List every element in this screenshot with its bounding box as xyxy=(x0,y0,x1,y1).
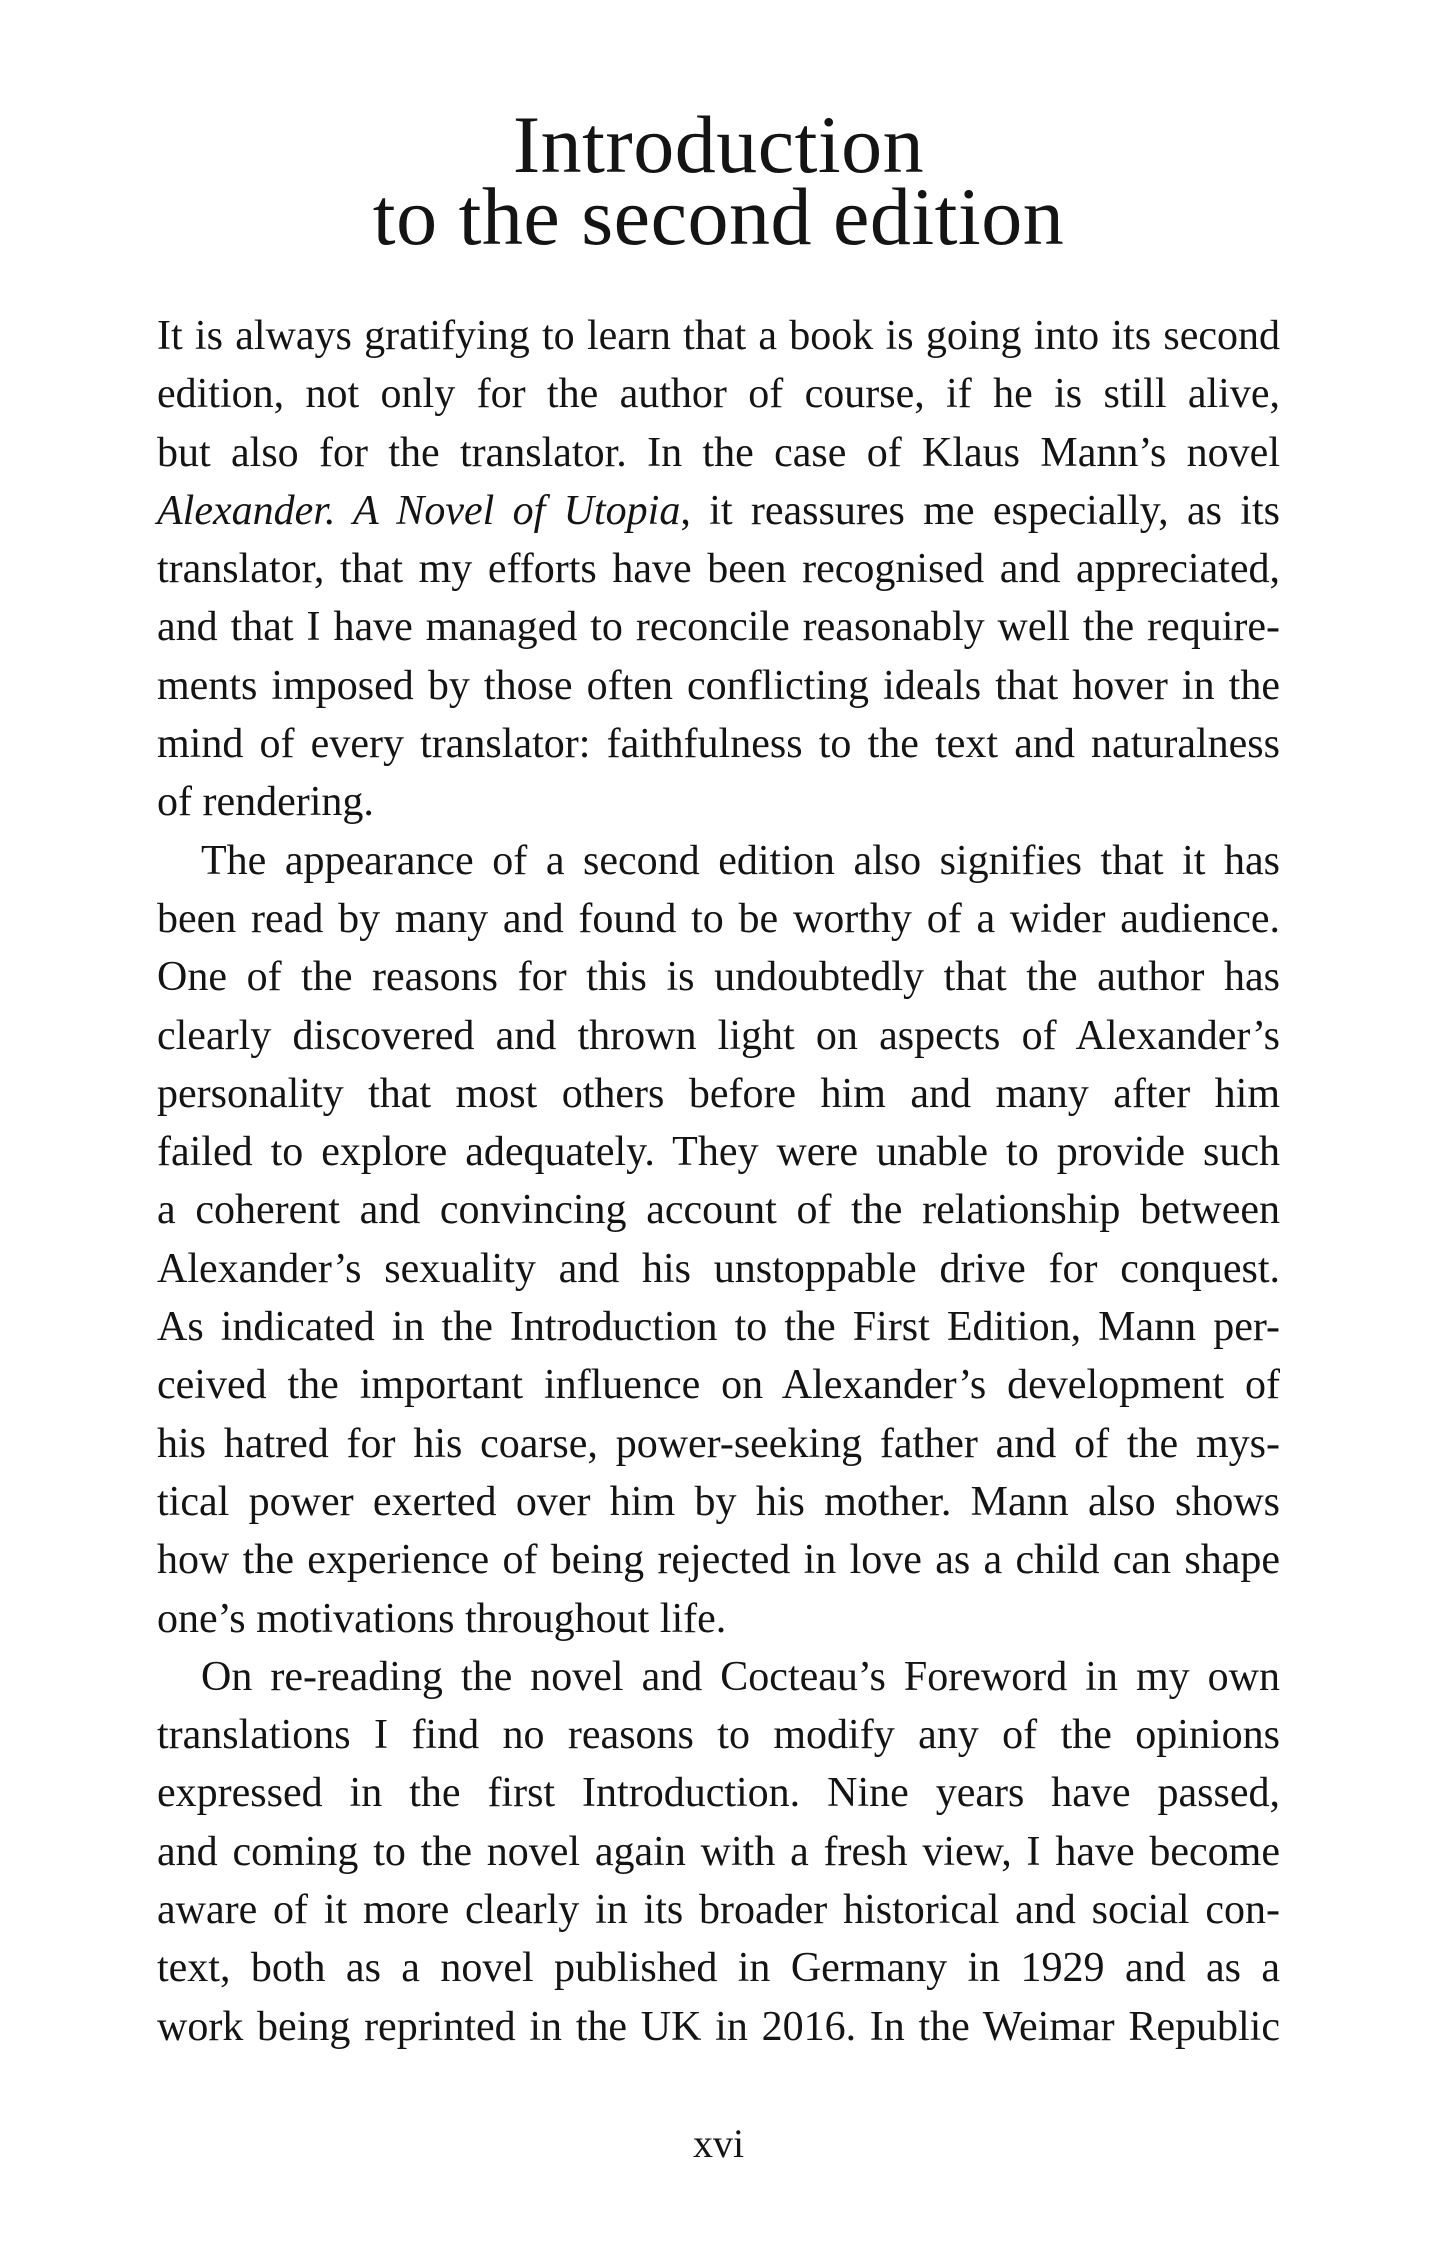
text-line: but also for the translator. In the case of Klaus Mann’s novel xyxy=(157,429,1280,476)
text-line: a coherent and convincing account of the relationship between xyxy=(157,1187,1280,1234)
text-line: failed to explore adequately. They were unable to provide such xyxy=(157,1129,1280,1176)
chapter-title-line-1: Introduction xyxy=(512,99,925,190)
text-line: work being reprinted in the UK in 2016. In the Weimar Republic xyxy=(157,2003,1280,2050)
text-line: aware of it more clearly in its broader historical and social con- xyxy=(157,1887,1280,1934)
chapter-title xyxy=(157,99,1280,262)
text-line: On re-reading the novel and Cocteau’s Foreword in my own xyxy=(201,1653,1280,1700)
text-line: tical power exerted over him by his mother. Mann also shows xyxy=(157,1478,1280,1525)
page-footer xyxy=(157,2121,1280,2166)
text-line: As indicated in the Introduction to the First Edition, Mann per- xyxy=(157,1304,1280,1351)
text-line: expressed in the first Introduction. Nine years have passed, xyxy=(157,1770,1280,1817)
text-line: edition, not only for the author of course, if he is still alive, xyxy=(157,371,1280,418)
text-line: ceived the important influence on Alexander’s development of xyxy=(157,1362,1280,1409)
text-line: how the experience of being rejected in love as a child can shape xyxy=(157,1537,1280,1584)
paragraph-3 xyxy=(157,1648,1280,2056)
text-line: ments imposed by those often conflicting ideals that hover in the xyxy=(157,662,1280,709)
text-line: and coming to the novel again with a fresh view, I have become xyxy=(157,1828,1280,1875)
text-line: The appearance of a second edition also signifies that it has xyxy=(201,837,1280,884)
text-line: mind of every translator: faithfulness to the text and naturalness xyxy=(157,721,1280,768)
text-line: text, both as a novel published in Germany in 1929 and as a xyxy=(157,1945,1280,1992)
chapter-title-line-2: to the second edition xyxy=(372,171,1065,262)
book-title-italic: Alexander. A Novel of Utopia xyxy=(157,487,681,534)
text-line: one’s motivations throughout life. xyxy=(157,1595,727,1642)
text-line: of rendering. xyxy=(157,779,374,826)
text-line: personality that most others before him and many after him xyxy=(157,1070,1280,1117)
paragraph-1 xyxy=(157,307,1280,832)
text-line: One of the reasons for this is undoubtedly that the author has xyxy=(157,954,1280,1001)
text-line: translations I find no reasons to modify any of the opinions xyxy=(157,1712,1280,1759)
text-line xyxy=(157,482,1280,540)
text-line: clearly discovered and thrown light on aspects of Alexander’s xyxy=(157,1012,1280,1059)
text-line: his hatred for his coarse, power-seeking father and of the mys- xyxy=(157,1420,1280,1467)
text-line: Alexander’s sexuality and his unstoppable drive for conquest. xyxy=(157,1245,1280,1292)
text-line: been read by many and found to be worthy of a wider audience. xyxy=(157,895,1280,942)
paragraph-2 xyxy=(157,832,1280,1648)
text-line: It is always gratifying to learn that a book is going into its second xyxy=(157,313,1280,359)
body-text xyxy=(157,307,1280,2056)
text-line: translator, that my efforts have been recognised and appreciated, xyxy=(157,546,1280,593)
text-line: and that I have managed to reconcile reasonably well the require- xyxy=(157,604,1280,651)
page-number: xvi xyxy=(692,2121,745,2166)
text-line-continuation: , it reassures me especially, as its xyxy=(680,487,1280,534)
